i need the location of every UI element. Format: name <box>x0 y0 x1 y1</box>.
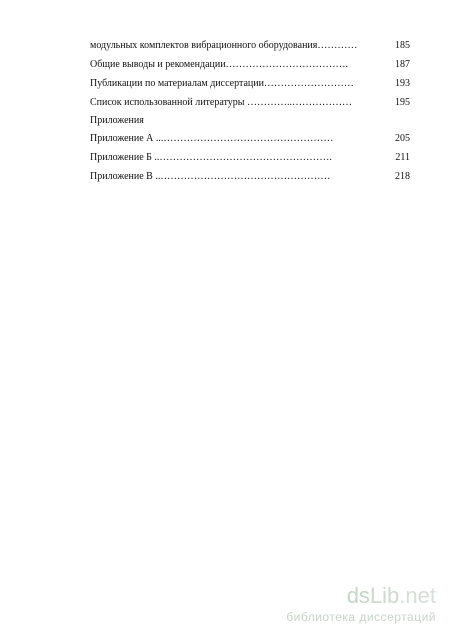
watermark <box>266 584 436 630</box>
appendix-entry-title: Приложение Б ..……………………………………………. <box>90 152 332 163</box>
toc-entry <box>90 78 410 90</box>
toc-entry-title: Общие выводы и рекомендации………………………………. <box>90 59 349 70</box>
watermark-logo-ds: ds <box>346 583 370 608</box>
appendix-entry-page: 211 <box>395 152 410 163</box>
watermark-logo <box>347 584 436 608</box>
toc-entry-page: 195 <box>395 97 410 108</box>
toc-entry-page: 185 <box>395 40 410 51</box>
appendix-entry-title: Приложение А ...…………………………………………… <box>90 133 334 144</box>
appendix-heading: Приложения <box>90 115 144 126</box>
toc-entry <box>90 97 410 109</box>
appendix-entry <box>90 133 410 145</box>
toc-entry-page: 193 <box>395 78 410 89</box>
appendix-entry <box>90 152 410 164</box>
toc-entry <box>90 40 410 52</box>
toc-entry-title: Публикации по материалам диссертации……………………… <box>90 78 354 89</box>
toc-entry-page: 187 <box>395 59 410 70</box>
watermark-logo-net: .net <box>399 583 436 608</box>
watermark-subtitle: библиотека диссертаций <box>286 610 436 624</box>
appendix-entry-page: 218 <box>395 171 410 182</box>
toc-entry-title: Список использованной литературы …………..……………… <box>90 97 352 108</box>
appendix-entry-title: Приложение В ..…………………………………………… <box>90 171 331 182</box>
watermark-logo-lib: Lib <box>369 583 400 608</box>
toc-entry <box>90 59 410 71</box>
appendix-entry-page: 205 <box>395 133 410 144</box>
toc-entry-title: модульных комплектов вибрационного оборудования………… <box>90 40 358 51</box>
appendix-entry <box>90 171 410 183</box>
